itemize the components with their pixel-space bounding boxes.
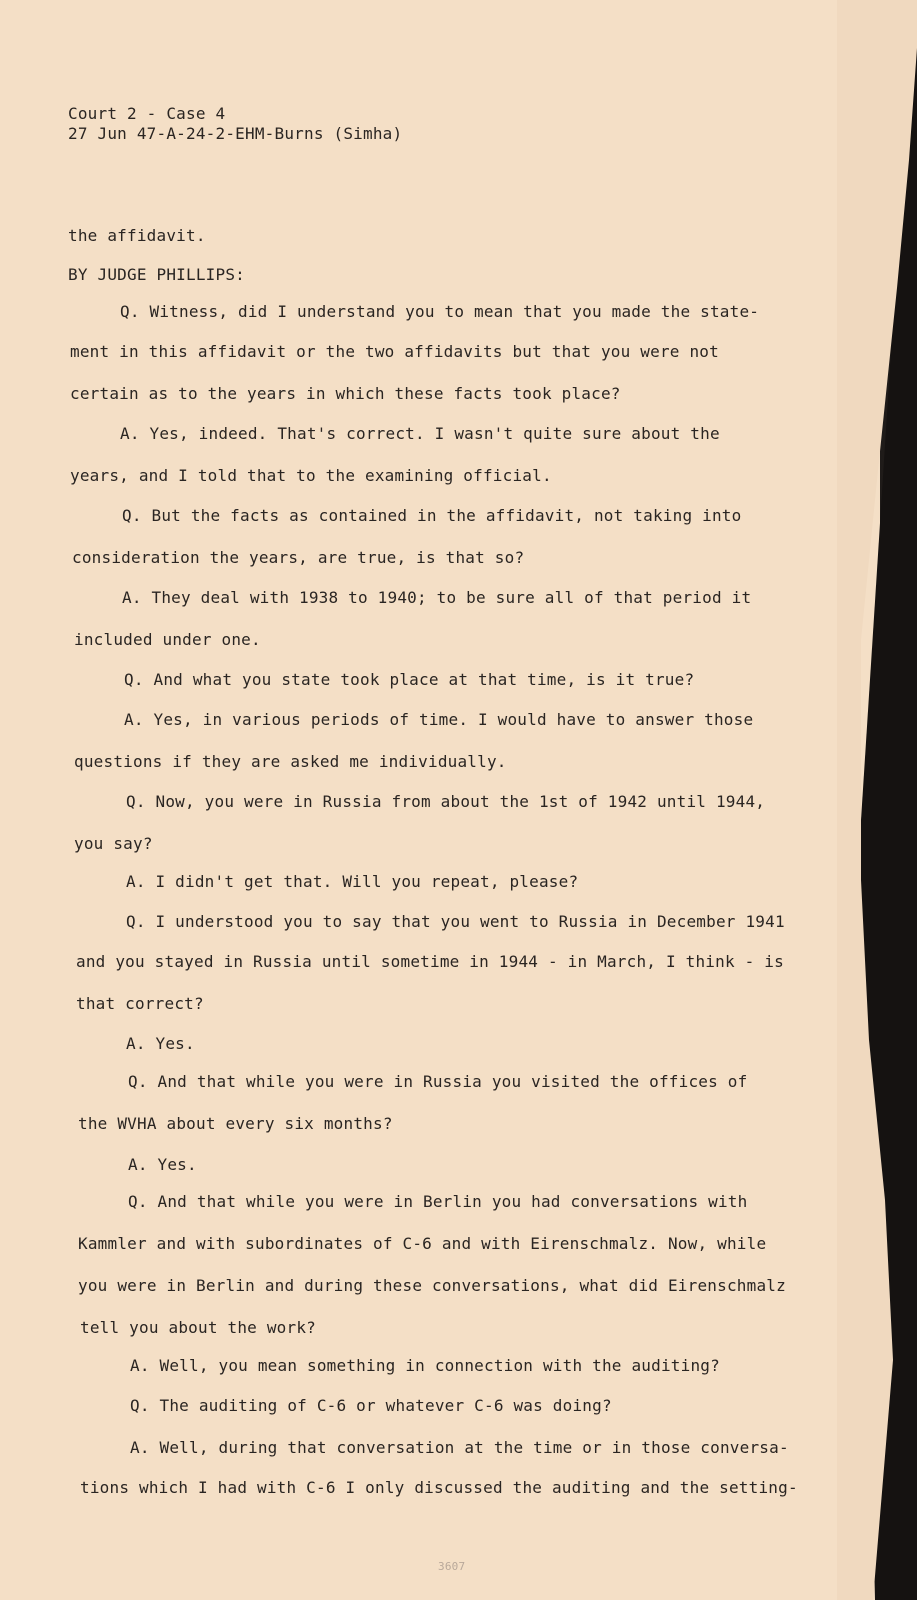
transcript-line: A. Yes, indeed. That's correct. I wasn't quite sure about the <box>120 424 720 443</box>
transcript-line: Q. And what you state took place at that time, is it true? <box>124 670 695 689</box>
transcript-line: Q. And that while you were in Berlin you had conversations with <box>128 1192 748 1211</box>
transcript-line: A. Yes, in various periods of time. I would have to answer those <box>124 710 754 729</box>
transcript-line: the affidavit. <box>68 226 206 245</box>
transcript-line: consideration the years, are true, is that so? <box>72 548 525 567</box>
transcript-line: A. They deal with 1938 to 1940; to be sure all of that period it <box>122 588 752 607</box>
header-court-case: Court 2 - Case 4 <box>68 104 226 123</box>
transcript-line: Q. The auditing of C-6 or whatever C-6 was doing? <box>130 1396 612 1415</box>
transcript-line: and you stayed in Russia until sometime in 1944 - in March, I think - is <box>76 952 784 971</box>
transcript-line: Q. But the facts as contained in the affidavit, not taking into <box>122 506 742 525</box>
transcript-line: tell you about the work? <box>80 1318 316 1337</box>
transcript-line: you were in Berlin and during these conversations, what did Eirenschmalz <box>78 1276 786 1295</box>
transcript-line: you say? <box>74 834 153 853</box>
transcript-line: ment in this affidavit or the two affidavits but that you were not <box>70 342 719 361</box>
transcript-line: tions which I had with C-6 I only discussed the auditing and the setting- <box>80 1478 798 1497</box>
transcript-line: Q. And that while you were in Russia you visited the offices of <box>128 1072 748 1091</box>
transcript-line: A. Well, during that conversation at the time or in those conversa- <box>130 1438 789 1457</box>
transcript-line: Q. Witness, did I understand you to mean that you made the state- <box>120 302 760 321</box>
page-number: 3607 <box>438 1560 466 1573</box>
transcript-line: included under one. <box>74 630 261 649</box>
transcript-line: A. Yes. <box>126 1034 195 1053</box>
transcript-line: A. I didn't get that. Will you repeat, please? <box>126 872 579 891</box>
transcript-line: that correct? <box>76 994 204 1013</box>
transcript-line: the WVHA about every six months? <box>78 1114 393 1133</box>
header-session-info: 27 Jun 47-A-24-2-EHM-Burns (Simha) <box>68 124 403 143</box>
transcript-line: A. Well, you mean something in connection with the auditing? <box>130 1356 720 1375</box>
transcript-line: certain as to the years in which these facts took place? <box>70 384 621 403</box>
transcript-line: A. Yes. <box>128 1155 197 1174</box>
transcript-line: BY JUDGE PHILLIPS: <box>68 265 245 284</box>
transcript-line: Kammler and with subordinates of C-6 and with Eirenschmalz. Now, while <box>78 1234 767 1253</box>
transcript-line: Q. I understood you to say that you went to Russia in December 1941 <box>126 912 785 931</box>
transcript-line: questions if they are asked me individually. <box>74 752 507 771</box>
transcript-line: Q. Now, you were in Russia from about the 1st of 1942 until 1944, <box>126 792 766 811</box>
transcript-line: years, and I told that to the examining official. <box>70 466 552 485</box>
